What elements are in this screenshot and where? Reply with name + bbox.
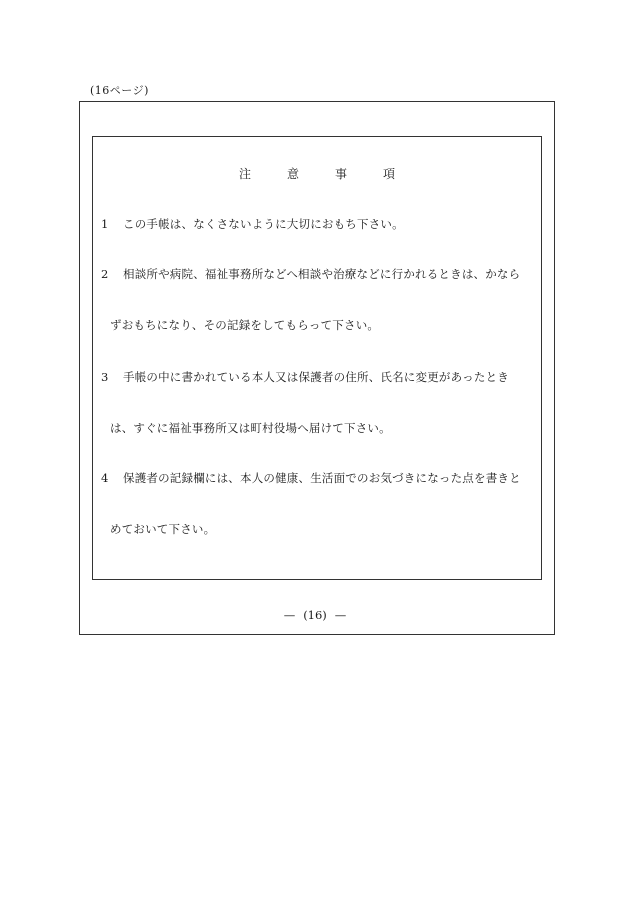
- notice-title-char: 事: [335, 167, 348, 181]
- notice-title: [93, 165, 541, 182]
- footer-dash-left: —: [283, 608, 296, 622]
- item-text: 保護者の記録欄には、本人の健康、生活面でのお気づきになった点を書きと: [123, 471, 521, 485]
- footer-page-number: [0, 608, 630, 622]
- notice-title-char: 注: [238, 167, 251, 181]
- item-number: 2: [101, 267, 109, 281]
- item-text: 相談所や病院、福祉事務所などへ相談や治療などに行かれるときは、かなら: [123, 267, 521, 281]
- notice-item-2: [101, 266, 520, 282]
- page-number: (16): [303, 608, 327, 622]
- item-text: 手帳の中に書かれている本人又は保護者の住所、氏名に変更があったとき: [123, 370, 509, 384]
- footer-dash-right: —: [334, 608, 347, 622]
- item-text: この手帳は、なくさないように大切におもち下さい。: [123, 217, 404, 231]
- item-number: 4: [101, 471, 109, 485]
- notice-title-char: 意: [286, 167, 299, 181]
- notice-item-3: [101, 369, 509, 385]
- notice-item-3-continued: は、すぐに福祉事務所又は町村役場へ届けて下さい。: [110, 421, 391, 435]
- item-number: 1: [101, 217, 109, 231]
- notice-title-char: 項: [383, 167, 396, 181]
- notice-item-4-continued: めておいて下さい。: [110, 522, 216, 536]
- notice-item-4: [101, 470, 521, 486]
- item-number: 3: [101, 370, 109, 384]
- page-label: (16ページ): [90, 84, 149, 97]
- notice-item-1: [101, 216, 404, 232]
- notice-item-2-continued: ずおもちになり、その記録をしてもらって下さい。: [110, 318, 380, 332]
- notice-box: [92, 136, 542, 580]
